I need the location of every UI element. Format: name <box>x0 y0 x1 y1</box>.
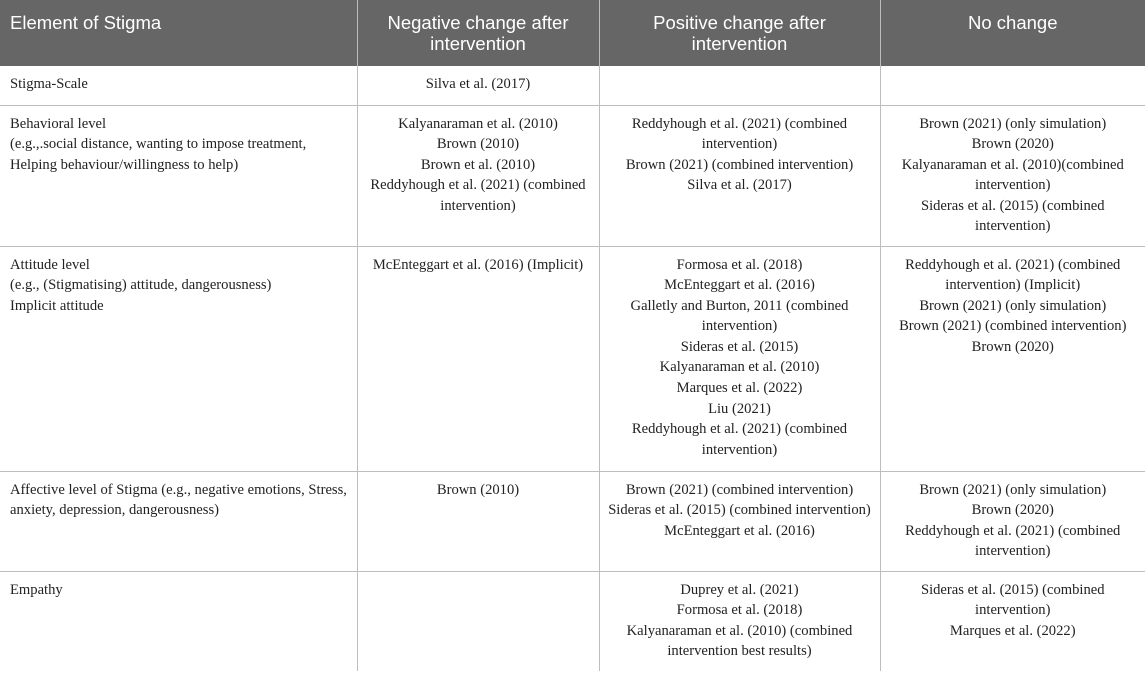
cell-negative <box>357 471 599 571</box>
table-body <box>0 66 1145 671</box>
citation: McEnteggart et al. (2016) <box>664 277 815 294</box>
element-label: Affective level of Stigma (e.g., negative emotions, Stress, anxiety, depression, dangerousness) <box>10 481 347 519</box>
citation: Sideras et al. (2015) <box>680 338 799 355</box>
element-label: Stigma-Scale <box>10 76 88 92</box>
cell-element <box>0 571 357 671</box>
citation: Marques et al. (2022) <box>949 622 1076 639</box>
citation: Brown (2021) (combined intervention) <box>625 481 854 498</box>
element-label: Empathy <box>10 581 63 598</box>
citation: McEnteggart et al. (2016) <box>664 522 815 539</box>
citation: McEnteggart et al. (2016) (Implicit) <box>372 256 584 273</box>
header-negative-change: Negative change after intervention <box>357 0 599 66</box>
citation: Marques et al. (2022) <box>676 380 803 397</box>
cell-positive <box>599 66 880 105</box>
citation: Duprey et al. (2021) <box>680 581 799 598</box>
citation: Reddyhough et al. (2021) (combined intervention) <box>905 522 1121 560</box>
table-row <box>0 571 1145 671</box>
citation: Kalyanaraman et al. (2010) (combined intervention best results) <box>626 622 853 660</box>
citation: Liu (2021) <box>708 400 771 417</box>
citation: Brown (2021) (combined intervention) <box>625 156 854 173</box>
citation: Brown (2021) (only simulation) <box>919 115 1107 132</box>
cell-positive <box>599 471 880 571</box>
cell-no-change <box>880 246 1145 471</box>
table-row <box>0 246 1145 471</box>
citation: Silva et al. (2017) <box>687 177 792 194</box>
citation: Brown (2010) <box>436 481 520 498</box>
cell-negative <box>357 571 599 671</box>
header-row <box>0 0 1145 66</box>
cell-no-change <box>880 471 1145 571</box>
header-no-change: No change <box>880 0 1145 66</box>
citation: Galletly and Burton, 2011 (combined intervention) <box>630 297 849 335</box>
citation: Formosa et al. (2018) <box>676 602 803 619</box>
citation: Brown et al. (2010) <box>420 156 536 173</box>
citation: Formosa et al. (2018) <box>676 256 803 273</box>
element-label: Behavioral level (e.g.,.social distance, wanting to impose treatment, Helping behaviour/willingness to help) <box>10 115 307 173</box>
cell-positive <box>599 246 880 471</box>
cell-no-change <box>880 66 1145 105</box>
cell-element <box>0 246 357 471</box>
citation: Kalyanaraman et al. (2010) <box>659 359 820 376</box>
cell-no-change <box>880 105 1145 246</box>
cell-positive <box>599 571 880 671</box>
header-positive-change: Positive change after intervention <box>599 0 880 66</box>
citation: Brown (2010) <box>436 136 520 153</box>
citation: Brown (2020) <box>971 338 1054 355</box>
table-row <box>0 66 1145 105</box>
header-element-of-stigma: Element of Stigma <box>0 0 357 66</box>
cell-negative <box>357 105 599 246</box>
citation: Silva et al. (2017) <box>425 76 531 92</box>
cell-negative <box>357 246 599 471</box>
table-header <box>0 0 1145 66</box>
citation: Sideras et al. (2015) (combined intervention) <box>608 502 871 519</box>
citation: Sideras et al. (2015) (combined intervention) <box>920 197 1105 235</box>
table-row <box>0 105 1145 246</box>
cell-element <box>0 105 357 246</box>
element-label: Attitude level (e.g., (Stigmatising) attitude, dangerousness) Implicit attitude <box>10 256 272 314</box>
citation: Brown (2020) <box>971 136 1054 153</box>
citation: Reddyhough et al. (2021) (combined intervention) (Implicit) <box>905 256 1121 294</box>
citation: Kalyanaraman et al. (2010)(combined intervention) <box>901 156 1124 194</box>
citation: Sideras et al. (2015) (combined intervention) <box>920 581 1105 619</box>
citation: Brown (2021) (combined intervention) <box>899 318 1127 335</box>
citation: Kalyanaraman et al. (2010) <box>398 115 558 132</box>
cell-element <box>0 471 357 571</box>
citation: Brown (2020) <box>971 502 1054 519</box>
citation: Reddyhough et al. (2021) (combined intervention) <box>631 421 848 458</box>
cell-no-change <box>880 571 1145 671</box>
cell-positive <box>599 105 880 246</box>
cell-element <box>0 66 357 105</box>
table-row <box>0 471 1145 571</box>
citation: Reddyhough et al. (2021) (combined intervention) <box>631 115 848 153</box>
citation: Brown (2021) (only simulation) <box>919 481 1107 498</box>
cell-negative <box>357 66 599 105</box>
citation: Brown (2021) (only simulation) <box>919 297 1107 314</box>
citation: Reddyhough et al. (2021) (combined intervention) <box>370 177 586 214</box>
